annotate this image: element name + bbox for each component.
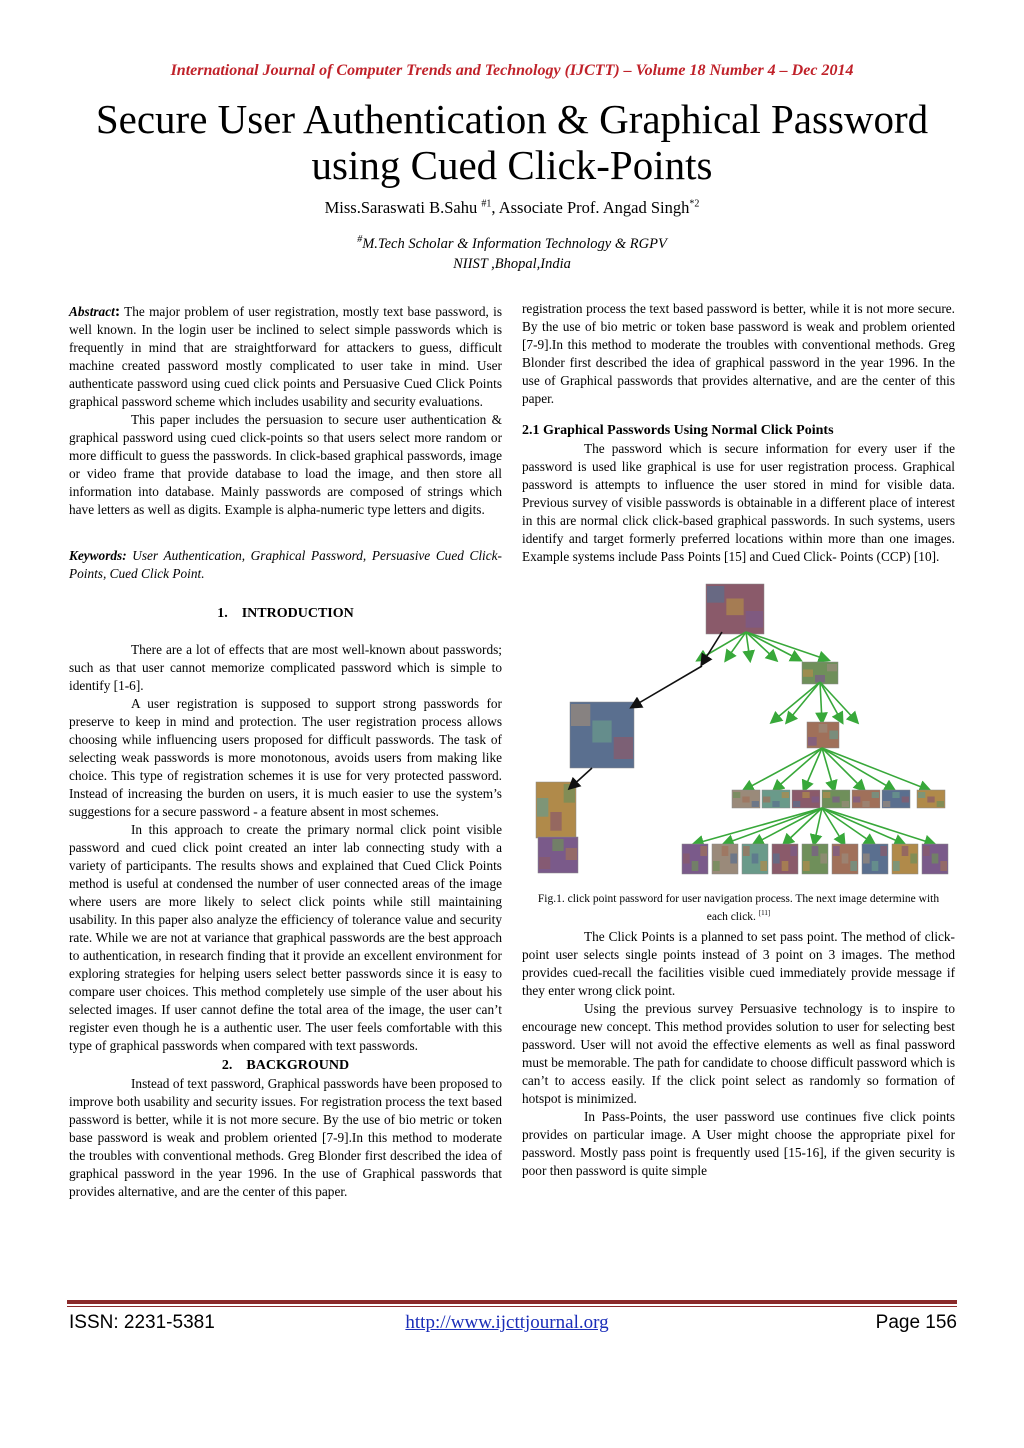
caption-text: Fig.1. click point password for user navigation process. The next image determine with each click.	[537, 893, 940, 923]
intro-heading: 1. INTRODUCTION	[217, 606, 354, 621]
page-number: Page 156	[875, 1312, 957, 1333]
level4-image	[892, 844, 918, 874]
affil-line-2: NIIST ,Bhopal,India	[453, 255, 571, 272]
paper-title: Secure User Authentication & Graphical Password using Cued Click-Points	[95, 96, 929, 188]
figure-1	[522, 582, 955, 884]
background-p1: Instead of text password, Graphical passwords have been proposed to improve both usability and security issues. For registration process the text based password is better, while it is not more secure. By the use of bio metric or token base password is weak and problem oriented [7-9].In this method to moderate the troubles with conventional methods. Greg Blonder first described the idea of graphical password in the year 1996. In the use of Graphical passwords that provides alternative, and are the center of this paper.	[69, 1076, 502, 1199]
level2-image	[807, 722, 839, 748]
level4-image	[862, 844, 888, 874]
chain-image-1	[570, 702, 634, 768]
affiliation	[0, 230, 1024, 274]
footer-rule-thin	[67, 1306, 957, 1307]
chain-image-3	[538, 837, 578, 873]
level3-image	[762, 790, 790, 808]
section-2-1-p1: The password which is secure information for every user if the password is used like graphical is use for user registration process. Graphical password is attempts to influence the user stored in mind for visible data. Previous survey of visible passwords is obtainable in a different place of interest in this are normal click click-based graphical passwords. In such systems, users identify and target formerly preferred locations within more than one images. Example systems include Pass Points [15] and Cued Click- Points (CCP) [10].	[522, 441, 955, 564]
keywords	[69, 547, 502, 583]
right-column	[522, 300, 955, 1180]
author-line	[0, 198, 1024, 218]
affil-mark: #	[357, 234, 363, 245]
level4-image	[832, 844, 858, 874]
intro-p1: There are a lot of effects that are most well-known about passwords; such as that user cannot memorize complicated password which is simple to identify [1-6].	[69, 642, 502, 693]
abstract-colon: :	[114, 303, 121, 320]
affil-line-1: M.Tech Scholar & Information Technology & RGPV	[362, 235, 667, 252]
figure-1-caption	[532, 892, 945, 924]
after-figure-p3: In Pass-Points, the user password use continues five click points provides on particular image. A User might choose the appropriate pixel for password. Mostly pass point is frequently used [15-16], if the given security is poor then password is quite simple	[522, 1108, 955, 1178]
intro-p3: In this approach to create the primary normal click point visible password and cued click point created an inter lab connecting study with a variety of participants. The results shows and explained that Cued Click Points method is useful at condensed the number of user connected areas of the image where users are more likely to select click points while still maintaining usability. In this paper also analyze the efficiency of tolerance value and security rate. While we are not at variance that graphical passwords are the best approach to authentication, in research finding that it provide an excellent environment for exploring strategies for helping users select better passwords since it is easy to compare user choices. This method completely use simple of the user about his selected images. If user cannot define the total area of the image, the user can’t register even though he is a authentic user. The user feels comfortable with this type of graphical passwords when compared with text passwords.	[69, 822, 502, 1053]
after-figure-p2: Using the previous survey Persuasive technology is to inspire to encourage new concept. This method provides solution to user for selecting best password. User will not avoid the effective elements as well as final password must be memorable. The path for candidate to choose difficult password which is can’t to access easily. If the click point select as randomly so formation of hotspot is minimized.	[522, 1000, 955, 1106]
level2-arrow	[820, 682, 822, 722]
level4-image	[712, 844, 738, 874]
author-2: , Associate Prof. Angad Singh	[491, 198, 690, 217]
level2-arrow	[772, 682, 820, 722]
level3-image	[852, 790, 880, 808]
black-arrow-3	[570, 768, 592, 788]
level1-arrow	[726, 632, 746, 660]
level3-arrow	[822, 748, 929, 790]
footer	[67, 1312, 957, 1338]
abstract-p1: The major problem of user registration, mostly text base password, is well known. In the login user be inclined to select simple passwords which is frequently in mind that are straightforward for attackers to guess, difficult machine created password mostly complicated to user take in mind. User authenticate password using cued click points and Persuasive Cued Click Points graphical password scheme which includes usability and security evaluations.	[69, 304, 502, 409]
caption-ref: [11]	[758, 909, 771, 917]
section-2-1-heading: 2.1 Graphical Passwords Using Normal Click Points	[522, 423, 834, 438]
journal-header: International Journal of Computer Trends and Technology (IJCTT) – Volume 18 Number 4 – Dec 2014	[170, 62, 854, 79]
level2-arrow	[787, 682, 820, 722]
issn: ISSN: 2231-5381	[69, 1312, 215, 1333]
level4-image	[922, 844, 948, 874]
author-1-mark: #1	[481, 198, 492, 210]
figure-1-diagram	[522, 582, 955, 884]
level4-image	[802, 844, 828, 874]
level3-image	[792, 790, 820, 808]
chain-image-2	[536, 782, 576, 838]
background-heading: 2. BACKGROUND	[221, 1058, 350, 1073]
level3-image	[882, 790, 910, 808]
abstract-p2: This paper includes the persuasion to secure user authentication & graphical password using cued click-points so that users select more random or more difficult to guess the passwords. In click-based graphical passwords, image or video frame that provide database to load the image, and then store all information into database. Mainly passwords are composed of strings which have letters as well as digits. Example is alpha-numeric type letters and digits.	[69, 412, 502, 517]
level1-arrow	[746, 632, 800, 660]
level4-arrow	[822, 808, 874, 844]
footer-rule-thick	[67, 1300, 957, 1304]
intro-p2: A user registration is supposed to support strong passwords for preserve to keep in mind and protection. The user registration process allows choosing while influencing users proposed for difficult passwords. The task of selecting weak passwords is more monotonous, avoids users from making like choice. This type of registration schemes it is use for very protected password. Instead of increasing the burden on users, it is much easier to use the system’s suggestions for a secure password - a feature absent in most schemes.	[69, 696, 502, 819]
abstract-label: Abstract	[69, 304, 115, 319]
black-arrow-2	[632, 666, 702, 707]
level3-arrow	[774, 748, 822, 790]
level4-arrow	[822, 808, 904, 844]
journal-link[interactable]: http://www.ijcttjournal.org	[405, 1312, 609, 1333]
after-figure-p1: The Click Points is a planned to set pass point. The method of click-point user selects single points instead of 3 point on 3 images. The method provides cued-recall the facilities visible cued immediately provide message if they enter wrong click point.	[522, 928, 955, 998]
author-2-mark: *2	[689, 198, 700, 210]
root-image	[706, 584, 764, 634]
level1-arrow	[746, 632, 828, 660]
level4-image	[742, 844, 768, 874]
level4-arrow	[724, 808, 822, 844]
level4-image	[772, 844, 798, 874]
author-1: Miss.Saraswati B.Sahu	[324, 198, 478, 217]
level4-image	[682, 844, 708, 874]
left-column	[69, 303, 502, 1199]
keywords-label: Keywords:	[69, 548, 127, 563]
keywords-text: User Authentication, Graphical Password, Persuasive Cued Click-Points, Cued Click Point.	[69, 548, 502, 581]
background-continued: registration process the text based password is better, while it is not more secure. By the use of bio metric or token base password is weak and problem oriented [7-9].In this method to moderate the troubles with conventional methods. Greg Blonder first described the idea of graphical password in the year 1996. In the use of Graphical passwords that provides alternative, and are the center of this paper.	[522, 301, 955, 406]
level3-arrow	[744, 748, 822, 790]
level1-image	[802, 662, 838, 684]
level4-arrow	[822, 808, 934, 844]
abstract	[69, 303, 502, 411]
level3-image	[732, 790, 760, 808]
level1-arrow	[698, 632, 746, 660]
level3-arrow	[804, 748, 822, 790]
level3-image	[917, 790, 945, 808]
level3-image	[822, 790, 850, 808]
level4-arrow	[754, 808, 822, 844]
